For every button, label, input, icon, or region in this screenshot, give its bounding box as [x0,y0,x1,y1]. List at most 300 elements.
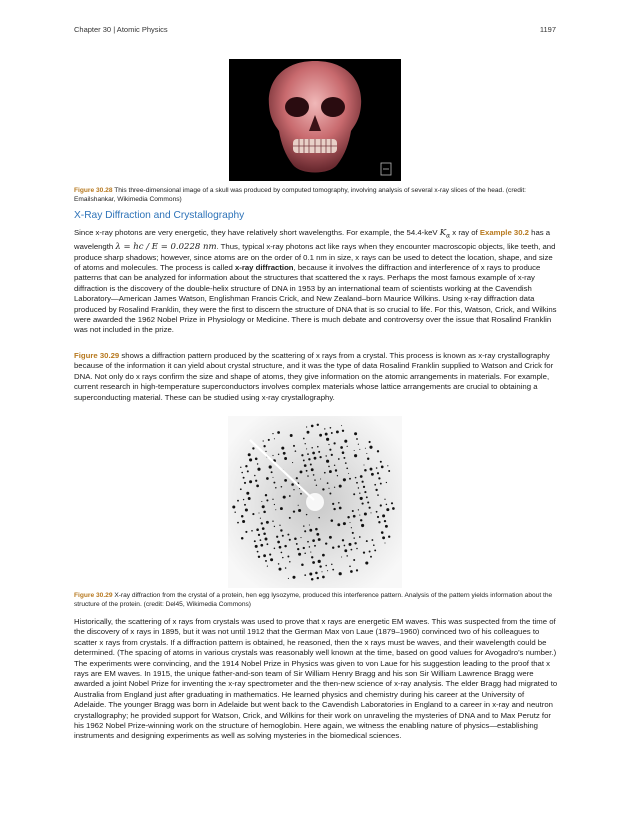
diffraction-spot [384,520,386,522]
diffraction-spot [377,450,379,452]
diffraction-spot [279,546,282,549]
diffraction-spot [342,451,345,454]
diffraction-spot [343,457,345,459]
diffraction-spot [298,505,299,506]
diffraction-spot [353,493,355,495]
diffraction-spot [261,501,262,502]
diffraction-spot [338,545,340,547]
diffraction-spot [258,534,260,536]
diffraction-spot [305,443,306,444]
diffraction-spot [354,432,357,435]
diffraction-spot [351,549,353,551]
diffraction-spot [362,503,364,505]
diffraction-spot [378,521,380,523]
diffraction-spot [252,513,254,515]
diffraction-spot [278,454,279,455]
diffraction-spot [279,568,282,571]
diffraction-spot [301,563,304,566]
text-run: . Thus, typical x-ray photons act like rays when they encounter macroscopic objects, like teeth, and produce sharp shadows; however, since atoms are on the order of 0.1 nm in size, x rays can be used to detect the location, shape, and size of atoms and molecules. The process is called [74,242,556,272]
diffraction-spot [245,465,247,467]
diffraction-spot [232,505,235,508]
diffraction-spot [347,446,348,447]
diffraction-spot [369,507,371,509]
diffraction-spot [380,483,382,485]
diffraction-spot [288,578,289,579]
diffraction-spot [234,511,235,512]
diffraction-spot [280,529,282,531]
diffraction-spot [293,445,295,447]
diffraction-spot [245,508,248,511]
diffraction-spot [366,453,367,454]
diffraction-spot [384,542,385,543]
diffraction-spot [261,522,263,524]
diffraction-spot [328,488,329,489]
diffraction-spot [311,556,313,558]
diffraction-spot [289,561,291,563]
text-run: has a wavelength [74,228,551,252]
diffraction-spot [371,539,373,541]
diffraction-spot [332,547,334,549]
diffraction-spot [358,487,359,488]
diffraction-spot [290,434,293,437]
diffraction-spot [365,448,366,449]
diffraction-spot [359,536,361,538]
diffraction-spot [279,525,280,526]
diffraction-spot [312,452,315,455]
diffraction-spot [242,520,245,523]
diffraction-spot [293,510,295,512]
diffraction-spot [340,446,343,449]
diffraction-spot [309,529,312,532]
diffraction-spot [349,478,351,480]
diffraction-spot [364,469,367,472]
diffraction-spot [266,543,268,545]
diffraction-spot [380,504,382,506]
diffraction-spot [321,571,322,572]
diffraction-spot [296,543,298,545]
paragraph-crystallography [74,351,558,403]
figure-30-28-caption [74,186,556,204]
diffraction-spot [369,446,372,449]
diffraction-spot [332,503,334,505]
diffraction-spot [338,502,340,504]
diffraction-spot [380,461,382,463]
diffraction-spot [241,472,243,474]
diffraction-spot [272,499,273,500]
diffraction-spot [331,454,333,456]
text-run: Since x-ray photons are very energetic, they have relatively short wavelengths. For example, the 54.4-keV [74,228,440,237]
diffraction-spot [335,469,337,471]
diffraction-spot [298,509,301,512]
diffraction-spot [355,477,357,479]
diffraction-spot [370,512,371,513]
diffraction-spot [318,538,321,541]
diffraction-spot [384,499,385,500]
diffraction-spot [237,500,239,502]
diffraction-spot [345,462,347,464]
diffraction-spot [353,515,356,518]
diffraction-spot [315,572,318,575]
diffraction-spot [273,482,275,484]
diffraction-spot [272,455,273,456]
diffraction-spot [320,478,321,479]
diffraction-spot [262,527,265,530]
diffraction-spot [251,530,253,532]
caption-text: X-ray diffraction from the crystal of a protein, hen egg lysozyme, produced this interference pattern. Analysis of the pattern yields information about the structure of the protein. (credit: Del45, Wikimedia Commons) [74,592,553,608]
diffraction-spot [334,487,335,488]
diffraction-spot [275,487,277,489]
diffraction-spot [365,561,368,564]
diffraction-spot [266,477,269,480]
diffraction-spot [328,444,329,445]
diffraction-spot [311,447,313,449]
diffraction-spot [363,486,365,488]
diffraction-spot [257,463,258,464]
diffraction-spot [381,466,384,469]
diffraction-spot [359,515,360,516]
diffraction-spot [325,433,328,436]
diffraction-spot [292,462,293,463]
diffraction-spot [267,566,268,567]
diffraction-spot [382,536,385,539]
diffraction-spot [309,546,311,548]
diffraction-spot [307,475,309,477]
diffraction-spot [304,464,307,467]
diffraction-spot [313,474,315,476]
diffraction-spot [255,545,258,548]
diffraction-spot [306,448,307,449]
diffraction-spot [263,533,266,536]
paragraph-history [74,617,558,742]
diffraction-spot [342,430,344,432]
diffraction-spot [303,547,305,549]
figure-label: Figure 30.28 [74,187,113,194]
wavelength-equation: λ = hc / E = 0.0228 nm [115,242,217,253]
diffraction-spot [318,560,321,563]
diffraction-spot [364,491,366,493]
diffraction-spot [243,499,244,500]
diffraction-spot [312,561,315,564]
diffraction-spot [289,539,291,541]
diffraction-spot [307,541,309,543]
diffraction-spot [333,508,335,510]
diffraction-spot [311,425,314,428]
diffraction-spot [374,484,376,486]
diffraction-spot [349,566,351,568]
diffraction-spot [317,577,319,579]
diffraction-spot [360,519,362,521]
diffraction-spot [249,458,252,461]
diffraction-spot [324,428,325,429]
diffraction-spot [269,554,271,556]
diffraction-spot [319,434,322,437]
diffraction-spot [376,467,378,469]
diffraction-spot [358,509,359,510]
diffraction-spot [354,542,356,544]
diffraction-spot [272,520,273,521]
diffraction-spot [341,556,342,557]
diffraction-spot [289,517,291,519]
diffraction-spot [266,521,269,524]
text-run: shows a diffraction pattern produced by the scattering of x rays from a crystal. This process is known as x-ray crystallography because of the information it can yield about crystal structure, and it was the type of data Rosalind Franklin supplied to Watson and Crick for DNA. Not only do x rays confirm the size and shape of atoms, they give information on the atomic arrangements in materials. For example, current research in high-temperature superconductors involves complex materials whose lattice arrangements are crucial to obtaining a superconducting material. These can be studied using x-ray crystallography. [74,351,554,402]
diffraction-spot [263,554,266,557]
diffraction-spot [359,449,360,450]
diffraction-spot [248,453,251,456]
diffraction-spot [325,542,327,544]
diffraction-spot [254,540,256,542]
diffraction-spot [278,563,280,565]
diffraction-spot [354,454,357,457]
diffraction-spot [266,499,268,501]
diffraction-spot [338,458,340,460]
diffraction-spot [246,492,249,495]
bold-term: x-ray diffraction [234,262,294,272]
diffraction-spot [343,522,346,525]
diffraction-spot [258,556,260,558]
diffraction-spot [367,457,369,459]
diffraction-spot [274,438,275,439]
diffraction-spot [387,465,388,466]
diffraction-spot [366,496,368,498]
diffraction-spot [257,551,259,553]
diffraction-spot [339,572,342,575]
diffraction-spot [318,517,320,519]
page-number: 1197 [539,25,556,34]
diffraction-spot [373,544,375,546]
text-run: , because it involves the diffraction and interference of x rays to produce patterns that can be analyzed for information about the structures that scattered the x rays. Perhaps the most famous example of x-ray diffraction is the discovery of the double-helix structure of DNA in 1953 by an international team of scientists working at the Cavendish Laboratory—American James Watson, Englishman Francis Crick, and New Zealand–born Maurice Wilkins. Using x-ray diffraction data produced by Rosalind Franklin, they were the first to discern the structure of DNA that is so crucial to life. For this, Watson, Crick, and Wilkins were awarded the 1962 Nobel Prize in Physiology or Medicine. There is much debate and controversy over the issue that Rosalind Franklin was not included in the prize. [74,262,557,335]
diffraction-spot [356,548,358,550]
diffraction-spot [371,473,374,476]
diffraction-spot [281,486,283,488]
diffraction-spot [314,545,316,547]
diffraction-spot [344,545,346,547]
diffraction-spot [303,525,304,526]
diffraction-spot [317,424,319,426]
diffraction-spot [241,515,244,518]
diffraction-spot [263,511,266,514]
diffraction-spot [307,431,310,434]
diffraction-spot [274,548,276,550]
diffraction-spot [369,551,371,553]
diffraction-spot [300,537,301,538]
diffraction-spot [255,480,257,482]
figure-30-29-link[interactable]: Figure 30.29 [74,351,120,360]
example-30-2-link[interactable]: Example 30.2 [479,228,529,237]
diffraction-spot [346,555,348,557]
diffraction-spot [354,450,355,451]
diffraction-spot [377,516,379,518]
diffraction-spot [276,536,278,538]
diffraction-spot [283,452,286,455]
diffraction-spot [364,512,367,515]
diffraction-spot [256,528,259,531]
diffraction-spot [360,475,363,478]
diffraction-spot [265,494,267,496]
diffraction-spot [334,465,335,466]
diffraction-spot [263,440,264,441]
figure-label: Figure 30.29 [74,592,113,599]
diffraction-spot [349,543,352,546]
diffraction-spot [300,493,302,495]
diffraction-spot [254,475,256,477]
diffraction-spot [370,556,372,558]
diffraction-spot [237,522,239,524]
diffraction-spot [258,512,259,513]
diffraction-spot [277,431,280,434]
diffraction-spot [301,454,303,456]
diffraction-spot [369,441,371,443]
diffraction-spot [265,451,266,452]
text-run: x ray of [450,228,480,237]
diffraction-spot [280,507,283,510]
diffraction-spot [306,514,307,515]
diffraction-spot [353,537,354,538]
diffraction-spot [271,471,273,473]
diffraction-spot [388,536,390,538]
diffraction-spot [374,549,376,551]
diffraction-spot [392,507,395,510]
diffraction-spot [304,574,306,576]
diffraction-spot [350,570,353,573]
diffraction-spot [329,470,332,473]
diffraction-spot [362,481,364,483]
diffraction-spot [282,557,283,558]
diffraction-spot [272,433,273,434]
diffraction-spot [385,525,388,528]
diffraction-spot [240,467,241,468]
diffraction-spot [363,551,365,553]
skull-ct-image [229,59,401,181]
diffraction-spot [275,509,276,510]
diffraction-spot [322,554,325,557]
diffraction-spot [284,479,287,482]
diffraction-spot [255,458,258,461]
diffraction-spot [348,473,349,474]
diffraction-spot [386,482,387,483]
diffraction-spot [339,485,342,488]
diffraction-spot [277,541,280,544]
diffraction-spot [274,504,275,505]
diffraction-spot [300,470,303,473]
diffraction-spot [388,470,390,472]
paragraph-xray-wavelength [74,228,558,336]
diffraction-spot [241,537,244,540]
diffraction-spot [347,516,349,518]
diffraction-spot [378,477,380,479]
diffraction-spot [363,464,364,465]
diffraction-spot [285,567,287,569]
diffraction-spot [331,432,333,434]
diffraction-spot [287,556,289,558]
diffraction-spot [381,531,384,534]
diffraction-pattern-image [228,416,402,588]
diffraction-spot [244,482,246,484]
diffraction-spot [262,505,265,508]
diffraction-spot [298,553,301,556]
diffraction-spot [291,483,294,486]
diffraction-spot [306,470,308,472]
diffraction-spot [292,576,295,579]
diffraction-spot [263,445,265,447]
diffraction-spot [303,459,305,461]
diffraction-spot [359,493,360,494]
diffraction-spot [386,504,388,506]
diffraction-spot [310,464,312,466]
diffraction-spot [270,558,273,561]
diffraction-spot [343,478,346,481]
diffraction-spot [328,466,330,468]
diffraction-spot [256,485,259,488]
diffraction-spot [376,511,378,513]
running-header-chapter: Chapter 30 | Atomic Physics [74,25,168,34]
diffraction-spot [344,440,347,443]
diffraction-spot [309,573,312,576]
diffraction-spot [244,504,246,506]
diffraction-spot [273,477,274,478]
diffraction-spot [329,536,332,539]
diffraction-spot [375,489,377,491]
diffraction-spot [248,497,251,500]
diffraction-spot [377,472,379,474]
diffraction-spot [303,438,305,440]
diffraction-spot [296,477,298,479]
diffraction-spot [326,460,329,463]
diffraction-spot [352,532,354,534]
diffraction-spot [318,451,320,453]
diffraction-spot [337,523,340,526]
diffraction-spot [312,539,315,542]
caption-text: This three-dimensional image of a skull was produced by computed tomography, involving analysis of several x-ray slices of the head. (credit: Emailshankar, Wikimedia Commons) [74,187,527,203]
diffraction-spot [314,457,317,460]
diffraction-spot [322,488,324,490]
diffraction-spot [243,477,245,479]
diffraction-spot [283,496,286,499]
diffraction-spot [319,456,321,458]
section-title: X-Ray Diffraction and Crystallography [74,210,245,221]
diffraction-spot [350,522,351,523]
diffraction-spot [304,552,306,554]
diffraction-spot [342,539,344,541]
diffraction-spot [245,531,247,533]
diffraction-spot [295,450,297,452]
diffraction-spot [308,458,310,460]
diffraction-spot [293,489,294,490]
diffraction-spot [260,539,262,541]
diffraction-spot [257,468,260,471]
diffraction-spot [361,524,364,527]
diffraction-spot [287,534,289,536]
diffraction-spot [358,444,359,445]
diffraction-spot [327,482,329,484]
diffraction-spot [356,482,358,484]
diffraction-spot [281,552,283,554]
diffraction-spot [351,527,352,528]
diffraction-spot [370,468,373,471]
diffraction-spot [252,447,254,449]
diffraction-spot [344,549,347,552]
diffraction-spot [360,497,363,500]
diffraction-spot [331,564,332,565]
diffraction-spot [284,457,287,460]
math-k-alpha: $K_\alpha$ [439,228,451,240]
diffraction-spot [329,449,331,451]
diffraction-spot [333,442,335,444]
diffraction-spot [297,548,299,550]
diffraction-spot [339,507,342,510]
diffraction-spot [366,540,368,542]
diffraction-spot [386,508,389,511]
diffraction-spot [329,493,331,495]
